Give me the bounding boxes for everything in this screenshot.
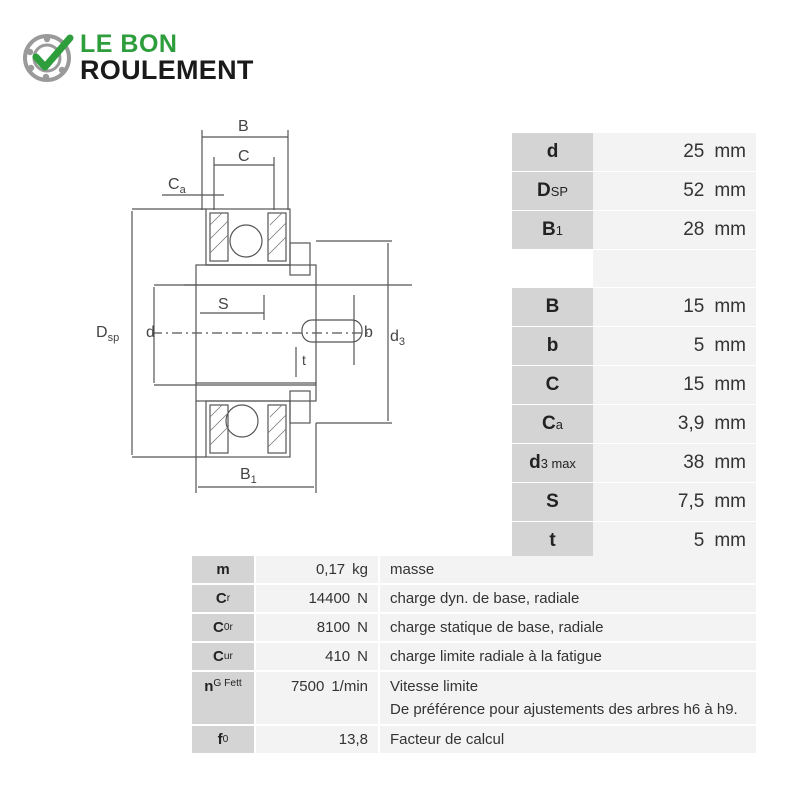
brand-logo bbox=[22, 28, 312, 86]
property-label: n $^{G Fett}$ bbox=[192, 672, 254, 724]
property-description: charge statique de base, radiale bbox=[380, 614, 756, 641]
dimensions-spacer bbox=[593, 250, 756, 288]
property-value: 14400 N bbox=[256, 585, 378, 612]
property-row bbox=[192, 672, 756, 726]
property-description: charge limite radiale à la fatigue bbox=[380, 643, 756, 670]
dimension-row bbox=[512, 327, 756, 366]
property-row bbox=[192, 643, 756, 672]
property-label: C ur bbox=[192, 643, 254, 670]
property-value: 7500 1/min bbox=[256, 672, 378, 724]
dimension-value: 25 mm bbox=[593, 133, 756, 172]
dimension-label: t bbox=[512, 522, 593, 561]
property-value: 8100 N bbox=[256, 614, 378, 641]
dimension-row bbox=[512, 288, 756, 327]
property-description: Facteur de calcul bbox=[380, 726, 756, 753]
dimension-value: 5 mm bbox=[593, 522, 756, 561]
dimension-label: b bbox=[512, 327, 593, 366]
label-B1: $B_1$ bbox=[240, 466, 257, 486]
label-B: B bbox=[238, 118, 249, 135]
property-label: C r bbox=[192, 585, 254, 612]
label-C: C bbox=[238, 148, 250, 165]
property-value: 410 N bbox=[256, 643, 378, 670]
dimension-value: 7,5 mm bbox=[593, 483, 756, 522]
dimension-row bbox=[512, 483, 756, 522]
label-d3: $d_3$ bbox=[390, 328, 406, 348]
dimension-value: 5 mm bbox=[593, 327, 756, 366]
dimension-label: C a bbox=[512, 405, 593, 444]
dimension-value: 15 mm bbox=[593, 366, 756, 405]
check-bearing-icon bbox=[22, 30, 76, 84]
property-value: 0,17 kg bbox=[256, 556, 378, 583]
property-label: f 0 bbox=[192, 726, 254, 753]
property-row bbox=[192, 585, 756, 614]
dimension-row bbox=[512, 405, 756, 444]
label-Ca: $C_a$ bbox=[168, 176, 186, 196]
property-description: masse bbox=[380, 556, 756, 583]
dimension-row bbox=[512, 133, 756, 172]
logo-text-bottom: ROULEMENT bbox=[80, 55, 254, 85]
dimension-value: 3,9 mm bbox=[593, 405, 756, 444]
dimension-row bbox=[512, 172, 756, 211]
dimension-label: D SP bbox=[512, 172, 593, 211]
property-label: m bbox=[192, 556, 254, 583]
dimension-value: 28 mm bbox=[593, 211, 756, 250]
label-d: d bbox=[146, 324, 155, 341]
property-row bbox=[192, 556, 756, 585]
property-label: C 0r bbox=[192, 614, 254, 641]
label-t: t bbox=[302, 352, 306, 368]
dimension-row bbox=[512, 444, 756, 483]
dimension-label: B 1 bbox=[512, 211, 593, 250]
property-value: 13,8 bbox=[256, 726, 378, 753]
dimension-row bbox=[512, 366, 756, 405]
label-Dsp: $D_{sp}$ bbox=[96, 324, 120, 344]
dimension-row bbox=[512, 211, 756, 250]
dimension-label: d 3 max bbox=[512, 444, 593, 483]
dimension-label: B bbox=[512, 288, 593, 327]
dimension-label: d bbox=[512, 133, 593, 172]
dimension-value: 38 mm bbox=[593, 444, 756, 483]
label-b: b bbox=[364, 324, 373, 341]
property-description: charge dyn. de base, radiale bbox=[380, 585, 756, 612]
dimension-value: 52 mm bbox=[593, 172, 756, 211]
properties-table bbox=[192, 556, 756, 755]
logo-text-top: LE BON bbox=[80, 30, 178, 58]
bearing-technical-drawing bbox=[92, 115, 422, 495]
label-S: S bbox=[218, 296, 229, 313]
dimensions-table bbox=[512, 133, 756, 561]
property-row bbox=[192, 614, 756, 643]
dimension-label: C bbox=[512, 366, 593, 405]
property-description: Vitesse limite De préférence pour ajustements des arbres h6 à h9. bbox=[380, 672, 756, 724]
property-row bbox=[192, 726, 756, 755]
dimension-label: S bbox=[512, 483, 593, 522]
dimension-value: 15 mm bbox=[593, 288, 756, 327]
